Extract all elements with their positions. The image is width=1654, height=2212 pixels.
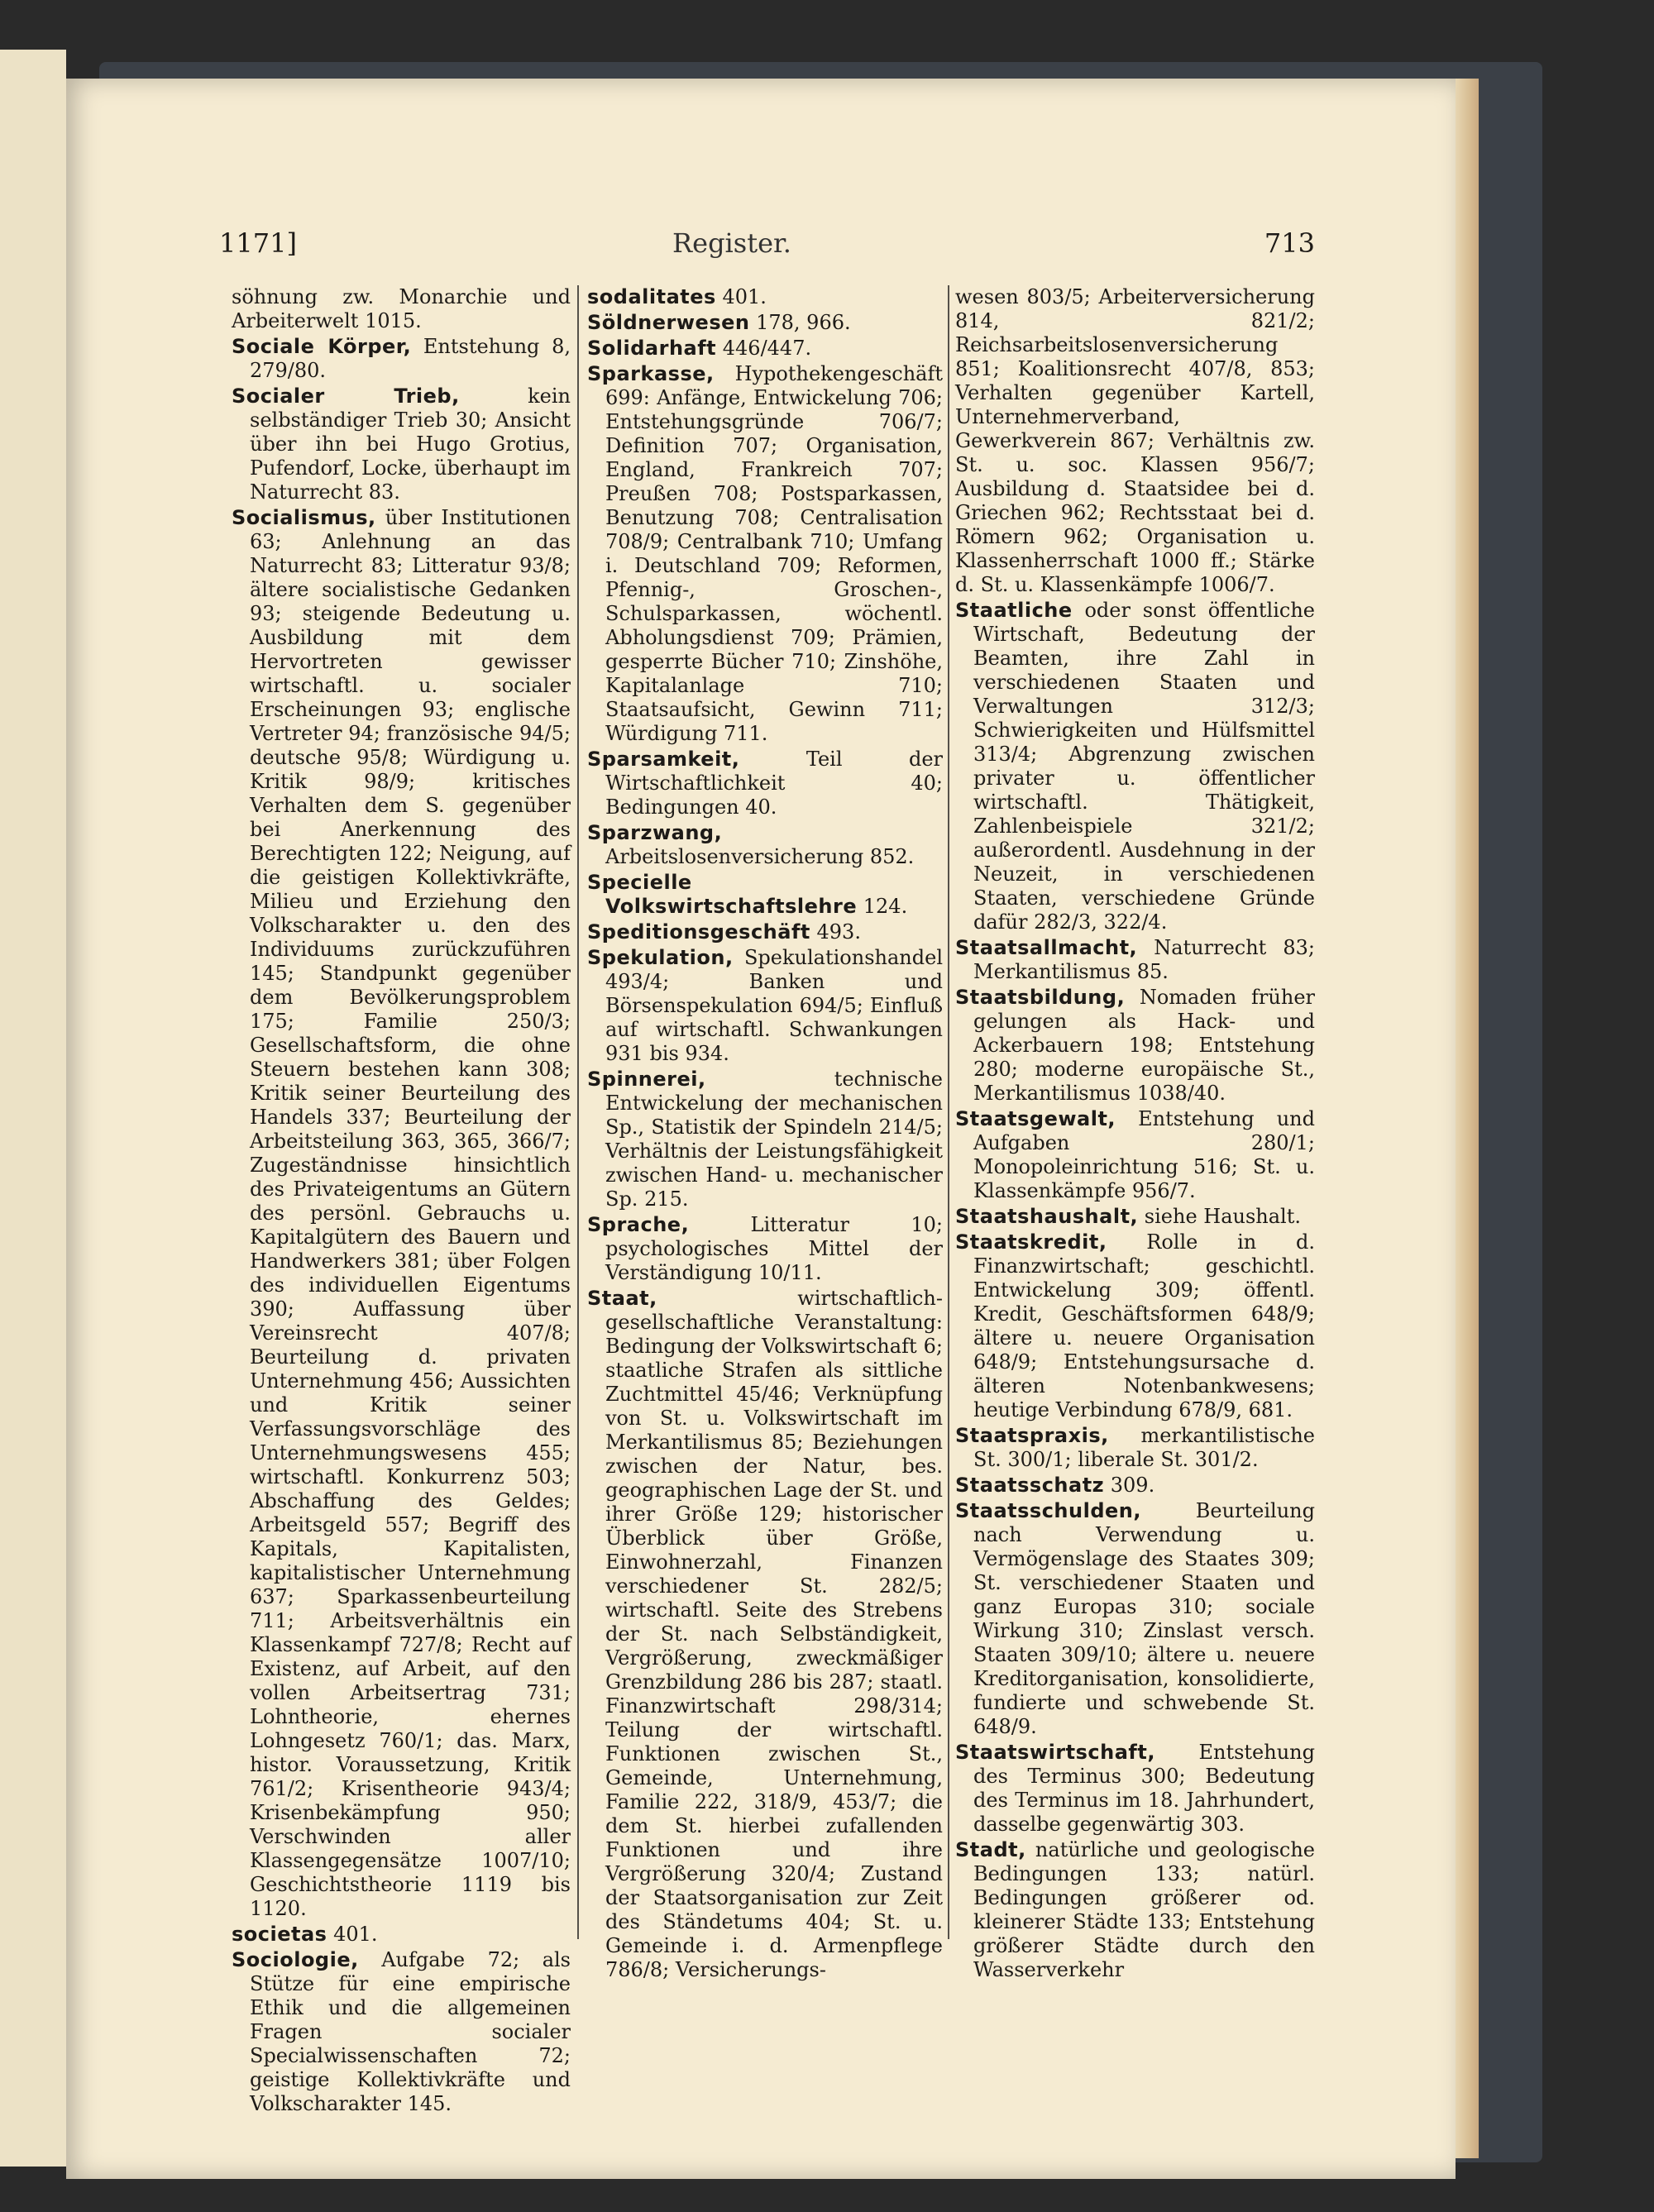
index-text: 309. [1104,1474,1155,1497]
index-text: wesen 803/5; Arbeiterversicherung 814, 821/2; Reichsarbeitslosenversicherung 851; Koalitionsrecht 407/8, 853; Verhalten gegenüber Kartell, Unternehmerverband, Gewerkverein 867; Verhältnis zw. St. u. soc. Klassen 956/7; Ausbildung d. Staatsidee bei d. Griechen 962; Rechtsstaat bei d. Römern 962; Organisation u. Klassenherrschaft 1000 ff.; Stärke d. St. u. Klassenkämpfe 1006/7. [955,285,1315,596]
index-keyword: Specielle Volkswirtschaftslehre [587,871,858,918]
index-entry [587,311,943,335]
index-entry [955,599,1315,934]
index-keyword: Staatsschulden, [955,1499,1141,1522]
page-number-left: 1171] [219,227,297,259]
running-header [153,227,1315,267]
index-text: über Institutionen 63; Anlehnung an das Naturrecht 83; Litteratur 93/8; ältere socialistische Gedanken 93; steigende Bedeutung u. Ausbildung mit dem Hervortreten gewisser wirtschaftl. u. socialer Erscheinungen 93; englische Vertreter 94; französische 94/5; deutsche 95/8; Würdigung u. Kritik 98/9; kritisches Verhalten dem S. gegenüber bei Anerkennung des Berechtigten 122; Neigung, auf die geistigen Kollektivkräfte, Milieu und Erziehung den Volkscharakter u. den des Individuums zurückzuführen 145; Standpunkt gegenüber dem Bevölkerungsproblem 175; Familie 250/3; Gesellschaftsform, die ohne Steuern bestehen kann 308; Kritik seiner Beurteilung des Handels 337; Beurteilung der Arbeitsteilung 363, 365, 366/7; Zugeständnisse hinsichtlich des Privateigentums an Gütern des persönl. Gebrauchs u. Kapitalgütern des Bauern und Handwerkers 381; über Folgen des individuellen Eigentums 390; Auffassung über Vereinsrecht 407/8; Beurteilung d. privaten Unternehmung 456; Aussichten und Kritik seiner Verfassungsvorschläge des Unternehmungswesens 455; wirtschaftl. Konkurrenz 503; Abschaffung des Geldes; Arbeitsgeld 557; Begriff des Kapitals, Kapitalisten, kapitalistischer Unternehmung 637; Sparkassenbeurteilung 711; Arbeitsverhältnis ein Klassenkampf 727/8; Recht auf Existenz, auf Arbeit, auf den vollen Arbeitsertrag 731; Lohntheorie, ehernes Lohngesetz 760/1; das. Marx, histor. Voraussetzung, Kritik 761/2; Krisentheorie 943/4; Krisenbekämpfung 950; Verschwinden aller Klassengegensätze 1007/10; Geschichtstheorie 1119 bis 1120. [250,506,571,1920]
index-column-2 [587,285,943,1981]
index-text: oder sonst öffentliche Wirtschaft, Bedeutung der Beamten, ihre Zahl in verschiedenen Staaten und Verwaltungen 312/3; Schwierigkeiten und Hülfsmittel 313/4; Abgrenzung zwischen privater u. öffentlicher wirtschaftl. Thätigkeit, Zahlenbeispiele 321/2; außerordentl. Ausdehnung in der Neuzeit, in verschiedenen Staaten, verschiedene Gründe dafür 282/3, 322/4. [973,599,1315,934]
index-keyword: Sparzwang, [587,821,723,844]
index-text: 446/447. [716,337,812,360]
index-text: Naturrecht 83; Merkantilismus 85. [973,936,1315,983]
index-keyword: Solidarhaft [587,337,717,360]
index-text: 178, 966. [749,311,851,334]
index-text: kein selbständiger Trieb 30; Ansicht über ihn bei Hugo Grotius, Pufendorf, Locke, überhaupt im Naturrecht 83. [250,385,571,504]
index-text: siehe Haushalt. [1138,1205,1301,1228]
index-keyword: Socialismus, [232,506,376,529]
index-entry [955,1107,1315,1203]
index-entry [587,337,943,361]
index-entry [587,920,943,944]
index-keyword: Spinnerei, [587,1068,706,1091]
index-keyword: sodalitates [587,285,716,308]
index-text: Aufgabe 72; als Stütze für eine empirische Ethik und die allgemeinen Fragen socialer Specialwissenschaften 72; geistige Kollektivkräfte und Volkscharakter 145. [250,1948,571,2115]
index-entry [232,335,571,383]
index-entry [955,1499,1315,1739]
index-text: Entstehung 8, 279/80. [250,335,571,382]
index-text: technische Entwickelung der mechanischen Sp., Statistik der Spindeln 214/5; Verhältnis der Leistungsfähigkeit zwischen Hand- u. mechanischer Sp. 215. [605,1068,943,1211]
index-text: natürliche und geologische Bedingungen 133; natürl. Bedingungen größerer od. kleinerer Städte 133; Entstehung größerer Städte durch den Wasserverkehr [973,1838,1315,1981]
index-text: Spekulationshandel 493/4; Banken und Börsenspekulation 694/5; Einfluß auf wirtschaftl. Schwankungen 931 bis 934. [605,946,943,1065]
index-text: söhnung zw. Monarchie und Arbeiterwelt 1015. [232,285,571,332]
index-entry [232,1948,571,2116]
index-text: Litteratur 10; psychologisches Mittel der Verständigung 10/11. [605,1213,943,1284]
index-entry [955,1205,1315,1229]
index-keyword: Staatsgewalt, [955,1107,1116,1130]
index-entry [587,748,943,819]
index-text: merkantilistische St. 300/1; liberale St. 301/2. [973,1424,1315,1471]
index-column-3 [955,285,1315,1981]
index-text: 124. [857,895,908,918]
left-page-edge [0,50,66,2167]
index-entry [232,385,571,504]
index-columns [232,285,1315,2115]
index-keyword: societas [232,1923,327,1946]
index-keyword: Stadt, [955,1838,1026,1861]
index-entry [587,1287,943,1982]
index-keyword: Speditionsgeschäft [587,920,810,944]
page-number-right: 713 [1264,227,1315,259]
index-text: Hypothekengeschäft 699: Anfänge, Entwickelung 706; Entstehungsgründe 706/7; Definition 707; Organisation, England, Frankreich 707; Preußen 708; Postsparkassen, Benutzung 708; Centralisation 708/9; Centralbank 710; Umfang i. Deutschland 709; Reformen, Pfennig-, Groschen-, Schulsparkassen, wöchentl. Abholungsdienst 709; Prämien, gesperrte Bücher 710; Zinshöhe, Kapitalanlage 710; Staatsaufsicht, Gewinn 711; Würdigung 711. [605,362,943,745]
index-text: 401. [327,1923,378,1946]
index-entry [955,986,1315,1106]
index-entry [232,506,571,1921]
index-keyword: Staatswirtschaft, [955,1741,1155,1764]
index-entry [955,1741,1315,1837]
page-fore-edge [1456,79,1479,2158]
index-keyword: Sparkasse, [587,362,715,385]
index-keyword: Staatsschatz [955,1474,1105,1497]
index-entry [232,285,571,333]
index-entry [955,1474,1315,1498]
index-text: Nomaden früher gelungen als Hack- und Ackerbauern 198; Entstehung 280; moderne europäische St., Merkantilismus 1038/40. [973,986,1315,1105]
index-keyword: Sparsamkeit, [587,748,740,771]
index-entry [587,871,943,919]
index-keyword: Sociale Körper, [232,335,412,358]
index-column-1 [232,285,571,2115]
index-text: Entstehung des Terminus 300; Bedeutung des Terminus im 18. Jahrhundert, dasselbe gegenwärtig 303. [973,1741,1315,1836]
index-keyword: Söldnerwesen [587,311,750,334]
index-text: Rolle in d. Finanzwirtschaft; geschichtl. Entwickelung 309; öffentl. Kredit, Geschäftsformen 648/9; ältere u. neuere Organisation 648/9; Entstehungsursache d. älteren Notenbankwesens; heutige Verbindung 678/9, 681. [973,1230,1315,1421]
index-entry [955,285,1315,597]
index-text: Beurteilung nach Verwendung u. Vermögenslage des Staates 309; St. verschiedener Staaten und ganz Europas 310; sociale Wirkung 310; Zinslast versch. Staaten 309/10; ältere u. neuere Kreditorganisation, konsolidierte, fundierte und schwebende St. 648/9. [973,1499,1315,1738]
index-text: 493. [810,920,861,944]
index-keyword: Socialer Trieb, [232,385,460,408]
index-entry [587,946,943,1066]
index-keyword: Staatskredit, [955,1230,1107,1254]
index-entry [587,1068,943,1211]
index-keyword: Spekulation, [587,946,734,969]
index-keyword: Staatsbildung, [955,986,1126,1009]
index-keyword: Staatsallmacht, [955,936,1138,959]
column-rule [948,285,949,1939]
index-entry [955,1838,1315,1982]
index-keyword: Staat, [587,1287,657,1310]
index-entry [587,285,943,309]
index-entry [232,1923,571,1947]
index-entry [587,362,943,746]
index-text: Teil der Wirtschaftlichkeit 40; Bedingungen 40. [605,748,943,819]
index-entry [955,1424,1315,1472]
index-keyword: Staatspraxis, [955,1424,1109,1447]
index-text: Arbeitslosenversicherung 852. [605,845,915,868]
index-entry [587,1213,943,1285]
index-entry [955,1230,1315,1422]
index-keyword: Sprache, [587,1213,690,1236]
running-title: Register. [672,227,791,259]
index-entry [587,821,943,869]
index-text: 401. [715,285,767,308]
index-text: wirtschaftlich-gesellschaftliche Veranstaltung: Bedingung der Volkswirtschaft 6; staatliche Strafen als sittliche Zuchtmittel 45/46; Verknüpfung von St. u. Volkswirtschaft im Merkantilismus 85; Beziehungen zwischen der Natur, bes. geographischen Lage der St. und ihrer Größe 129; historischer Überblick über Größe, Einwohnerzahl, Finanzen verschiedener St. 282/5; wirtschaftl. Seite des Strebens der St. nach Selbständigkeit, Vergrößerung, zweckmäßiger Grenzbildung 286 bis 287; staatl. Finanzwirtschaft 298/314; Teilung der wirtschaftl. Funktionen zwischen St., Gemeinde, Unternehmung, Familie 222, 318/9, 453/7; die dem St. hierbei zufallenden Funktionen und ihre Vergrößerung 320/4; Zustand der Staatsorganisation zur Zeit des Ständetums 404; St. u. Gemeinde i. d. Armenpflege 786/8; Versicherungs- [605,1287,943,1981]
index-entry [955,936,1315,984]
index-text: Entstehung und Aufgaben 280/1; Monopoleinrichtung 516; St. u. Klassenkämpfe 956/7. [973,1107,1315,1202]
index-keyword: Sociologie, [232,1948,359,1971]
index-keyword: Staatshaushalt, [955,1205,1139,1228]
column-rule [577,285,579,1939]
index-keyword: Staatliche [955,599,1073,622]
